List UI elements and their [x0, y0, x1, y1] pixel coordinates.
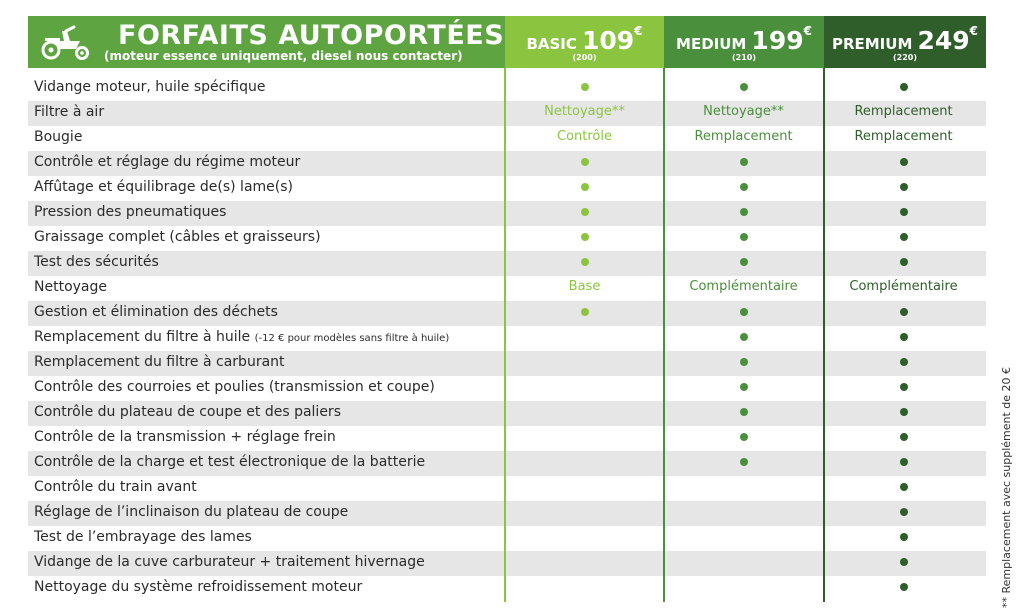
pricing-header [28, 16, 986, 68]
service-label-text: Contrôle du plateau de coupe et des paliers [34, 404, 341, 420]
premium-cell [824, 454, 983, 470]
table-row [28, 251, 986, 276]
medium-cell: Nettoyage** [703, 104, 784, 119]
included-dot-icon [740, 458, 748, 466]
basic-cell [505, 254, 664, 270]
plan-price: 249 [917, 26, 970, 55]
premium-cell [824, 504, 983, 520]
ride-on-mower-icon [40, 25, 94, 61]
plan-premium-header [824, 16, 986, 68]
basic-cell [505, 204, 664, 220]
included-dot-icon [900, 433, 908, 441]
service-label [34, 429, 336, 445]
included-dot-icon [740, 358, 748, 366]
included-dot-icon [900, 408, 908, 416]
service-label-text: Nettoyage [34, 279, 107, 295]
service-label-text: Pression des pneumatiques [34, 204, 227, 220]
table-row [28, 151, 986, 176]
service-label-text: Bougie [34, 129, 83, 145]
table-row [28, 326, 986, 351]
premium-cell [824, 154, 983, 170]
service-label-text: Test des sécurités [34, 254, 159, 270]
service-label-text: Contrôle de la transmission + réglage frein [34, 429, 336, 445]
service-label [34, 504, 348, 520]
medium-cell [664, 304, 823, 320]
table-row [28, 426, 986, 451]
premium-cell [824, 579, 983, 595]
service-label-text: Filtre à air [34, 104, 105, 120]
basic-cell [505, 229, 664, 245]
medium-cell [664, 179, 823, 195]
plan-currency: € [634, 24, 643, 38]
premium-cell [824, 204, 983, 220]
header-title-block [28, 16, 505, 68]
included-dot-icon [900, 233, 908, 241]
table-row [28, 201, 986, 226]
table-row [28, 301, 986, 326]
plan-currency: € [969, 24, 979, 38]
premium-cell [824, 554, 983, 570]
table-row [28, 501, 986, 526]
included-dot-icon [900, 183, 908, 191]
service-label [34, 279, 107, 295]
medium-cell [664, 154, 823, 170]
table-row [28, 226, 986, 251]
basic-cell [505, 179, 664, 195]
services-table [28, 76, 986, 601]
included-dot-icon [900, 508, 908, 516]
included-dot-icon [900, 83, 908, 91]
included-dot-icon [581, 208, 589, 216]
service-label [34, 454, 425, 470]
medium-cell [664, 229, 823, 245]
included-dot-icon [900, 558, 908, 566]
medium-cell: Complémentaire [689, 279, 798, 294]
table-row [28, 551, 986, 576]
included-dot-icon [900, 333, 908, 341]
included-dot-icon [740, 433, 748, 441]
table-row [28, 376, 986, 401]
plan-name: MEDIUM [676, 35, 747, 53]
table-row [28, 451, 986, 476]
included-dot-icon [581, 158, 589, 166]
service-label-text: Contrôle des courroies et poulies (transmission et coupe) [34, 379, 435, 395]
included-dot-icon [740, 333, 748, 341]
table-row [28, 126, 986, 151]
plan-price: 109 [581, 26, 635, 55]
plan-medium-header [664, 16, 824, 68]
page-title: FORFAITS AUTOPORTÉES [118, 20, 505, 51]
medium-column-divider [663, 68, 665, 602]
premium-cell: Complémentaire [849, 279, 958, 294]
service-label-text: Contrôle et réglage du régime moteur [34, 154, 301, 170]
plan-code: (220) [892, 53, 917, 62]
service-label-note: (-12 € pour modèles sans filtre à huile) [254, 333, 450, 344]
premium-cell [824, 479, 983, 495]
medium-cell [664, 204, 823, 220]
plan-code: (210) [731, 53, 756, 62]
basic-cell: Nettoyage** [544, 104, 625, 119]
premium-cell [824, 254, 983, 270]
table-row [28, 176, 986, 201]
service-label [34, 154, 300, 170]
premium-cell [824, 229, 983, 245]
service-label [34, 254, 159, 270]
service-label-text: Gestion et élimination des déchets [34, 304, 278, 320]
service-label [34, 204, 226, 220]
service-label-text: Graissage complet (câbles et graisseurs) [34, 229, 321, 245]
service-label [34, 129, 82, 145]
basic-cell: Contrôle [557, 129, 612, 144]
service-label [34, 379, 435, 395]
table-row [28, 76, 986, 101]
service-label-text: Test de l’embrayage des lames [34, 529, 252, 545]
table-row [28, 101, 986, 126]
plan-name: PREMIUM [831, 35, 913, 53]
medium-cell [664, 379, 823, 395]
service-label [34, 354, 285, 370]
footnote: ** Remplacement avec supplément de 20 € [1000, 366, 1013, 608]
plan-basic-header [505, 16, 664, 68]
premium-cell [824, 304, 983, 320]
included-dot-icon [900, 383, 908, 391]
basic-cell [505, 79, 664, 95]
premium-cell [824, 529, 983, 545]
included-dot-icon [740, 183, 748, 191]
service-label [34, 579, 362, 595]
service-label [34, 529, 252, 545]
table-row [28, 276, 986, 301]
included-dot-icon [581, 183, 589, 191]
service-label-text: Contrôle du train avant [34, 479, 197, 495]
service-label-text: Remplacement du filtre à carburant [34, 354, 285, 370]
premium-cell [824, 354, 983, 370]
included-dot-icon [900, 208, 908, 216]
medium-cell [664, 429, 823, 445]
basic-cell [505, 154, 664, 170]
premium-cell [824, 379, 983, 395]
plan-name: BASIC [526, 35, 577, 53]
basic-column-divider [504, 68, 506, 602]
service-label-text: Vidange de la cuve carburateur + traitement hivernage [34, 554, 425, 570]
included-dot-icon [740, 233, 748, 241]
medium-cell [664, 404, 823, 420]
premium-cell: Remplacement [854, 129, 953, 144]
service-label [34, 329, 449, 345]
service-label-text: Réglage de l’inclinaison du plateau de coupe [34, 504, 349, 520]
medium-cell [664, 329, 823, 345]
service-label-text: Nettoyage du système refroidissement moteur [34, 579, 363, 595]
table-row [28, 401, 986, 426]
table-row [28, 576, 986, 601]
table-row [28, 526, 986, 551]
included-dot-icon [581, 83, 589, 91]
service-label-text: Affûtage et équilibrage de(s) lame(s) [34, 179, 293, 195]
basic-cell [505, 304, 664, 320]
plan-price: 199 [751, 26, 804, 55]
included-dot-icon [581, 233, 589, 241]
service-label-text: Vidange moteur, huile spécifique [34, 79, 266, 95]
basic-cell: Base [568, 279, 601, 294]
service-label [34, 79, 265, 95]
included-dot-icon [900, 483, 908, 491]
included-dot-icon [740, 83, 748, 91]
included-dot-icon [900, 533, 908, 541]
service-label [34, 479, 197, 495]
included-dot-icon [900, 358, 908, 366]
service-label [34, 104, 104, 120]
service-label [34, 404, 341, 420]
plan-code: (200) [572, 53, 597, 62]
medium-cell [664, 354, 823, 370]
included-dot-icon [740, 383, 748, 391]
service-label [34, 229, 321, 245]
medium-cell [664, 254, 823, 270]
included-dot-icon [740, 308, 748, 316]
premium-cell [824, 329, 983, 345]
table-row [28, 351, 986, 376]
included-dot-icon [900, 308, 908, 316]
medium-cell [664, 79, 823, 95]
table-row [28, 476, 986, 501]
included-dot-icon [740, 158, 748, 166]
premium-cell [824, 179, 983, 195]
included-dot-icon [581, 258, 589, 266]
service-label [34, 179, 293, 195]
medium-cell: Remplacement [694, 129, 793, 144]
service-label-text: Contrôle de la charge et test électronique de la batterie [34, 454, 426, 470]
premium-cell: Remplacement [854, 104, 953, 119]
premium-column-divider [823, 68, 825, 602]
included-dot-icon [581, 308, 589, 316]
premium-cell [824, 404, 983, 420]
premium-cell [824, 429, 983, 445]
included-dot-icon [900, 158, 908, 166]
premium-cell [824, 79, 983, 95]
service-label-text: Remplacement du filtre à huile [34, 329, 251, 345]
included-dot-icon [740, 258, 748, 266]
page-subtitle: (moteur essence uniquement, diesel nous contacter) [104, 49, 463, 63]
service-label [34, 304, 278, 320]
included-dot-icon [900, 458, 908, 466]
included-dot-icon [900, 583, 908, 591]
included-dot-icon [740, 408, 748, 416]
included-dot-icon [740, 208, 748, 216]
included-dot-icon [900, 258, 908, 266]
plan-currency: € [803, 24, 812, 38]
medium-cell [664, 454, 823, 470]
service-label [34, 554, 425, 570]
